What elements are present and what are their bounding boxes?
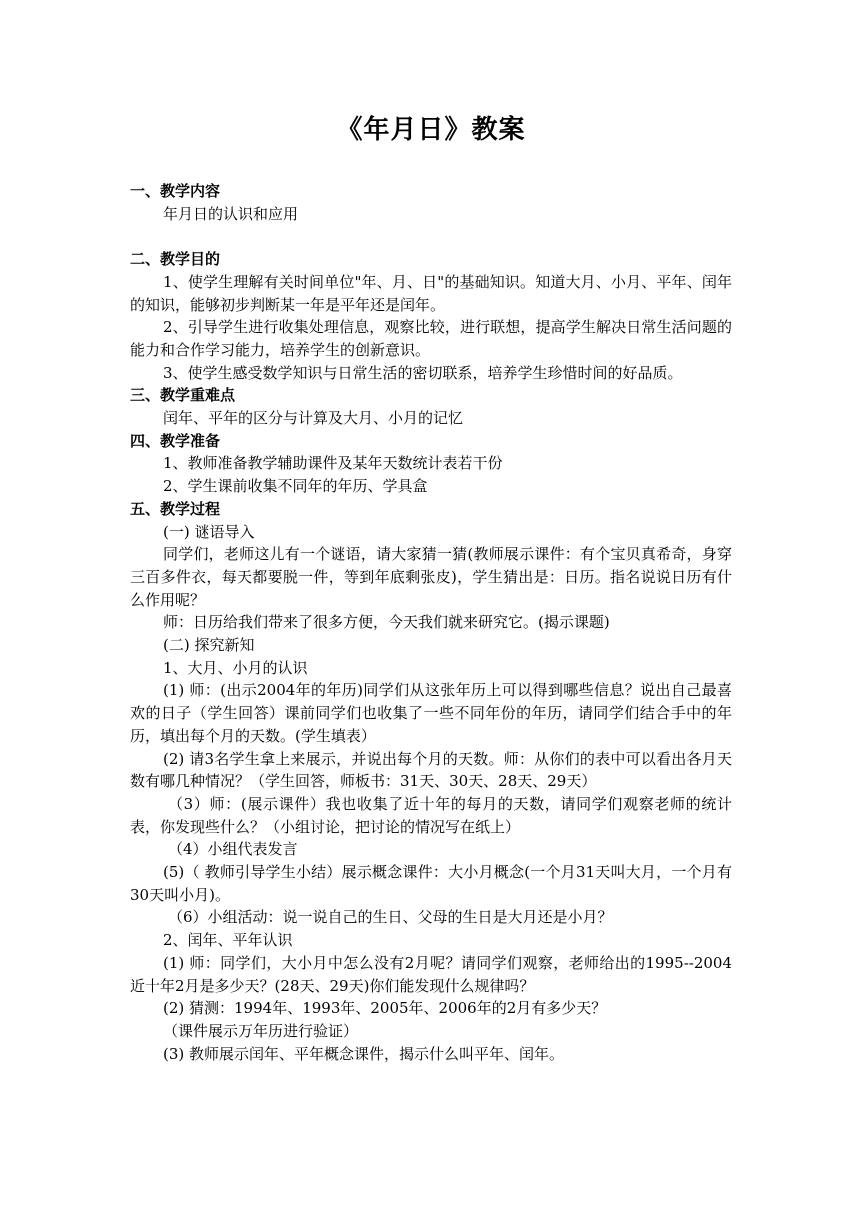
subsection-heading: (二) 探究新知 — [163, 636, 255, 655]
paragraph: (3) 教师展示闰年、平年概念课件，揭示什么叫平年、闰年。 — [163, 1044, 565, 1063]
section-heading-3: 三、教学重难点 — [130, 386, 236, 405]
paragraph: (5)（ 教师引导学生小结）展示概念课件：大小月概念(一个月31天叫大月，一个月有30天叫小月)。 — [130, 863, 732, 904]
paragraph: （4）小组代表发言 — [168, 840, 298, 859]
paragraph: 同学们，老师这儿有一个谜语，请大家猜一猜(教师展示课件：有个宝贝真希奇，身穿三百多件衣，每天都要脱一件，等到年底剩张皮)，学生猜出是：日历。指名说说日历有什么作用呢？ — [130, 545, 732, 609]
section-heading-2: 二、教学目的 — [130, 250, 221, 269]
paragraph: 2、闰年、平年认识 — [163, 931, 293, 950]
paragraph: 2、学生课前收集不同年的年历、学具盒 — [163, 477, 428, 496]
paragraph: (2) 请3名学生拿上来展示，并说出每个月的天数。师：从你们的表中可以看出各月天数有哪几种情况？（学生回答，师板书：31天、30天、28天、29天） — [130, 749, 732, 791]
paragraph: 1、大月、小月的认识 — [163, 658, 308, 677]
section-heading-4: 四、教学准备 — [130, 431, 221, 450]
section-heading-5: 五、教学过程 — [130, 499, 221, 518]
paragraph: （6）小组活动：说一说自己的生日、父母的生日是大月还是小月？ — [168, 908, 613, 927]
paragraph: (2) 猜测：1994年、1993年、2005年、2006年的2月有多少天？ — [163, 999, 607, 1018]
paragraph: 闰年、平年的区分与计算及大月、小月的记忆 — [163, 409, 464, 428]
paragraph: （3）师：(展示课件）我也收集了近十年的每月的天数，请同学们观察老师的统计表，你发现些什么？（小组讨论，把讨论的情况写在纸上） — [130, 794, 732, 836]
paragraph: (1) 师：同学们，大小月中怎么没有2月呢？请同学们观察，老师给出的1995--2004近十年2月是多少天？(28天、29天)你们能发现什么规律吗？ — [130, 953, 732, 995]
paragraph: 3、使学生感受数学知识与日常生活的密切联系，培养学生珍惜时间的好品质。 — [163, 363, 683, 382]
paragraph: （课件展示万年历进行验证） — [163, 1022, 359, 1040]
paragraph: 年月日的认识和应用 — [163, 204, 299, 223]
document-title: 《年月日》教案 — [336, 115, 526, 145]
paragraph: 1、教师准备教学辅助课件及某年天数统计表若干份 — [163, 454, 503, 473]
document-page — [130, 110, 732, 1065]
paragraph: 2、引导学生进行收集处理信息，观察比较，进行联想，提高学生解决日常生活问题的能力和合作学习能力，培养学生的创新意识。 — [130, 318, 732, 359]
spacer — [130, 225, 732, 248]
paragraph: 师：日历给我们带来了很多方便，今天我们就来研究它。(揭示课题) — [163, 613, 610, 632]
subsection-heading: (一) 谜语导入 — [163, 522, 255, 541]
paragraph: 1、使学生理解有关时间单位"年、月、日"的基础知识。知道大月、小月、平年、闰年的知识，能够初步判断某一年是平年还是闰年。 — [130, 272, 732, 314]
paragraph: (1) 师：(出示2004年的年历)同学们从这张年历上可以得到哪些信息？说出自己最喜欢的日子（学生回答）课前同学们也收集了一些不同年份的年历，请同学们结合手中的年历，填出每个月的天数。(学生填表） — [130, 681, 732, 745]
section-heading-1: 一、教学内容 — [130, 182, 221, 200]
